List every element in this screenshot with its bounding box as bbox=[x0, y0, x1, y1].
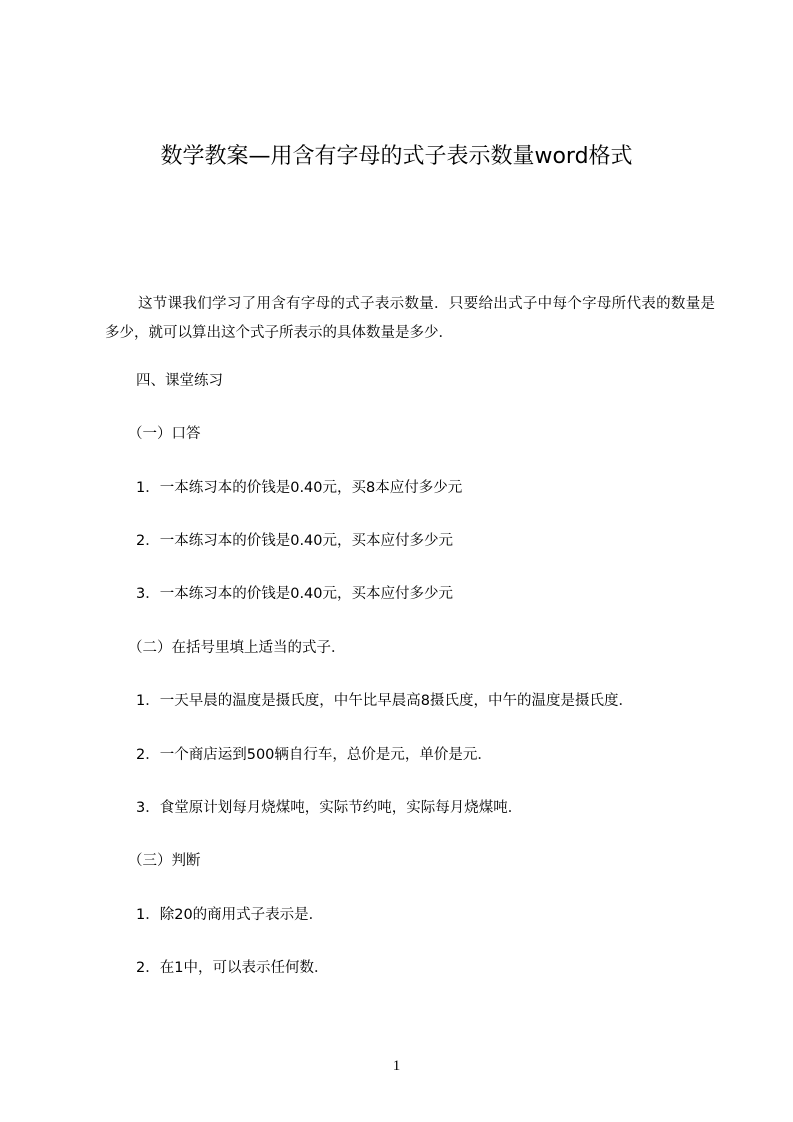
part1-item-3: 3．一本练习本的价钱是0.40元，买本应付多少元 bbox=[136, 586, 454, 602]
part1-item-2: 2．一本练习本的价钱是0.40元，买本应付多少元 bbox=[136, 533, 454, 549]
part2-item-1: 1．一天早晨的温度是摄氏度，中午比早晨高8摄氏度，中午的温度是摄氏度． bbox=[136, 693, 633, 709]
intro-paragraph: 这节课我们学习了用含有字母的式子表示数量．只要给出式子中每个字母所代表的数量是多少，就可以算出这个式子所表示的具体数量是多少． bbox=[105, 296, 715, 341]
part3-item-2: 2．在1中，可以表示任何数． bbox=[136, 960, 329, 976]
part1-heading: （一）口答 bbox=[128, 426, 201, 442]
part3-heading: （三）判断 bbox=[128, 853, 201, 869]
part3-item-1: 1．除20的商用式子表示是． bbox=[136, 907, 324, 923]
part2-heading: （二）在括号里填上适当的式子． bbox=[128, 640, 346, 656]
part2-item-3: 3．食堂原计划每月烧煤吨，实际节约吨，实际每月烧煤吨． bbox=[136, 800, 523, 816]
document-title: 数学教案—用含有字母的式子表示数量word格式 bbox=[160, 144, 633, 169]
part1-item-1: 1．一本练习本的价钱是0.40元，买8本应付多少元 bbox=[136, 480, 463, 496]
part2-item-2: 2．一个商店运到500辆自行车，总价是元，单价是元． bbox=[136, 747, 492, 763]
page-number: 1 bbox=[392, 1058, 401, 1074]
section-heading: 四、课堂练习 bbox=[136, 373, 223, 389]
